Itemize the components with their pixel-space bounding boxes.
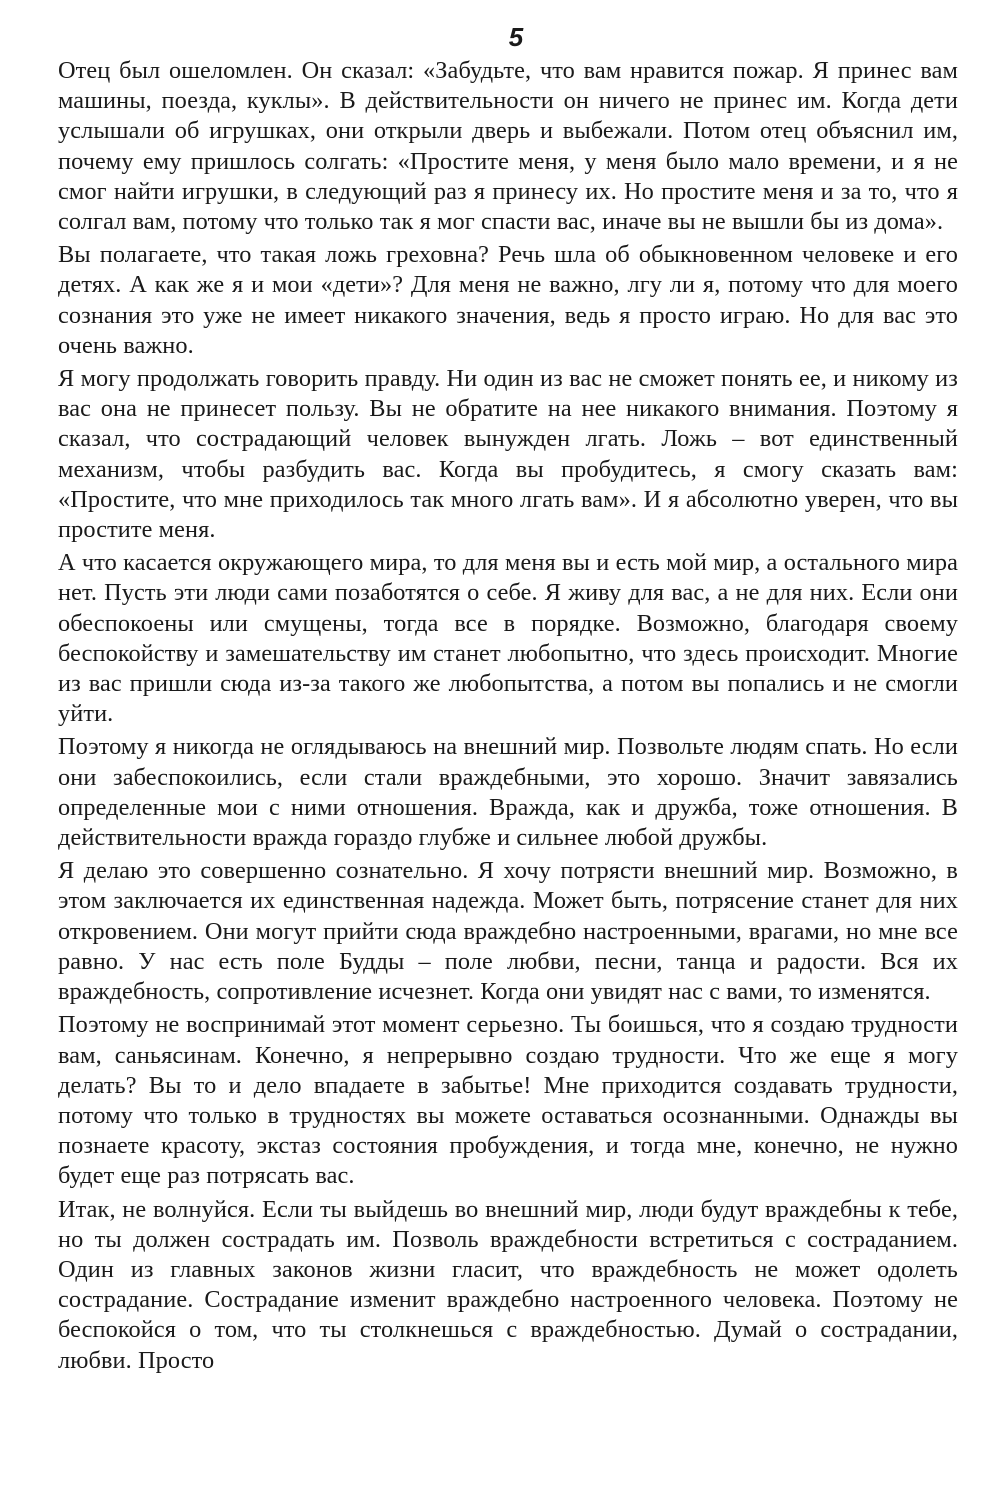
- paragraph-2: Вы полагаете, что такая ложь греховна? Речь шла об обыкновенном человеке и его детях. А как же я и мои «дети»? Для меня не важно, лгу ли я, потому что для моего сознания это уже не имеет никакого значения, ведь я просто играю. Но для вас это очень важно.: [58, 241, 958, 359]
- paragraph-1: Отец был ошеломлен. Он сказал: «Забудьте, что вам нравится пожар. Я принес вам машины, поезда, куклы». В действительности он ничего не принес им. Когда дети услышали об игрушках, они открыли дверь и выбежали. Потом отец объяснил им, почему ему пришлось солгать: «Простите меня, у меня было мало времени, и я не смог найти игрушки, в следующий раз я принесу их. Но простите меня и за то, что я солгал вам, потому что только так я мог спасти вас, иначе вы не вышли бы из дома».: [58, 57, 958, 236]
- page-number: 5: [508, 22, 524, 52]
- paragraph-8: Итак, не волнуйся. Если ты выйдешь во внешний мир, люди будут враждебны к тебе, но ты должен сострадать им. Позволь враждебности встретиться с состраданием. Один из главных законов жизни гласит, что враждебность не может одолеть сострадание. Сострадание изменит враждебно настроенного человека. Поэтому не беспокойся о том, что ты столкнешься с враждебностью. Думай о сострадании, любви. Просто: [58, 1195, 958, 1374]
- paragraph-6: Я делаю это совершенно сознательно. Я хочу потрясти внешний мир. Возможно, в этом заключается их единственная надежда. Может быть, потрясение станет для них откровением. Они могут прийти сюда враждебно настроенными, врагами, но мне все равно. У нас есть поле Будды – поле любви, песни, танца и радости. Вся их враждебность, сопротивление исчезнет. Когда они увидят нас с вами, то изменятся.: [58, 857, 958, 1006]
- paragraph-3: Я могу продолжать говорить правду. Ни один из вас не сможет понять ее, и никому из вас она не принесет пользу. Вы не обратите на нее никакого внимания. Поэтому я сказал, что сострадающий человек вынужден лгать. Ложь – вот единственный механизм, чтобы разбудить вас. Когда вы пробудитесь, я смогу сказать вам: «Простите, что мне приходилось так много лгать вам». И я абсолютно уверен, что вы простите меня.: [58, 365, 958, 544]
- paragraph-4: А что касается окружающего мира, то для меня вы и есть мой мир, а остального мира нет. Пусть эти люди сами позаботятся о себе. Я живу для вас, а не для них. Если они обеспокоены или смущены, тогда все в порядке. Возможно, благодаря своему беспокойству и замешательству им станет любопытно, что здесь происходит. Многие из вас пришли сюда из-за такого же любопытства, а потом вы попались и не смогли уйти.: [58, 549, 958, 728]
- paragraph-7: Поэтому не воспринимай этот момент серьезно. Ты боишься, что я создаю трудности вам, саньясинам. Конечно, я непрерывно создаю трудности. Что же еще я могу делать? Вы то и дело впадаете в забытье! Мне приходится создавать трудности, потому что только в трудностях вы можете оставаться осознанными. Однажды вы познаете красоту, экстаз состояния пробуждения, и тогда мне, конечно, не нужно будет еще раз потрясать вас.: [58, 1011, 958, 1190]
- paragraph-5: Поэтому я никогда не оглядываюсь на внешний мир. Позвольте людям спать. Но если они забеспокоились, если стали враждебными, это хорошо. Значит завязались определенные мои с ними отношения. Вражда, как и дружба, тоже отношения. В действительности вражда гораздо глубже и сильнее любой дружбы.: [58, 733, 958, 852]
